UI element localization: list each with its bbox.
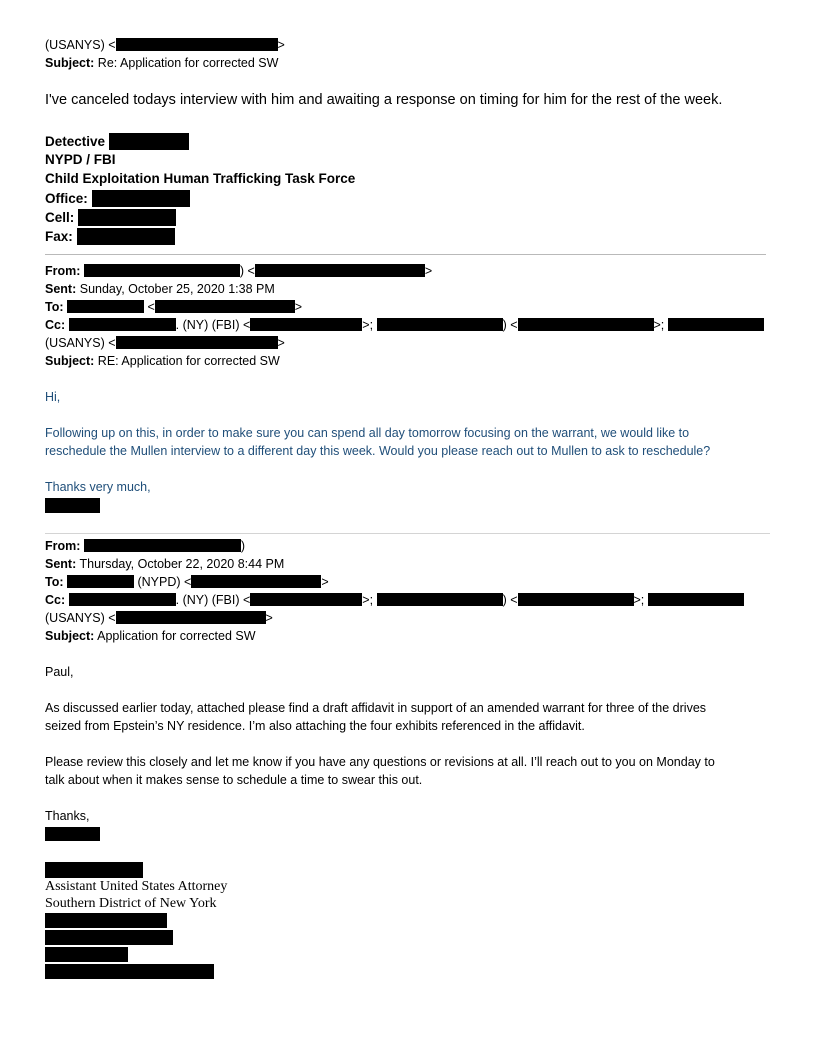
redaction: [77, 228, 175, 245]
redaction: [67, 575, 134, 588]
redaction: [377, 593, 503, 606]
email2-closing: Thanks,: [45, 809, 90, 823]
email1-cc: Cc: . (NY) (FBI) < >; ) < >;: [45, 317, 764, 333]
email1-closing: Thanks very much,: [45, 480, 151, 494]
email1-body-line2: reschedule the Mullen interview to a different day this week. Would you please reach out to Mullen to ask to reschedule?: [45, 444, 711, 458]
email1-body-line1: Following up on this, in order to make sure you can spend all day tomorrow focusing on the warrant, we would like to: [45, 426, 690, 440]
redaction: [45, 913, 167, 928]
signature-office: Office:: [45, 190, 190, 207]
redaction: [648, 593, 744, 606]
redaction: [45, 827, 100, 841]
redaction: [191, 575, 321, 588]
redaction: [116, 336, 278, 349]
email2-from: From: ): [45, 539, 246, 553]
redaction: [67, 300, 144, 313]
redaction: [518, 318, 654, 331]
redaction: [45, 930, 173, 945]
email2-sent: Sent: Thursday, October 22, 2020 8:44 PM: [45, 557, 285, 571]
signature-org: NYPD / FBI: [45, 152, 116, 167]
reply-body: I've canceled todays interview with him and awaiting a response on timing for him for the rest of the week.: [45, 92, 723, 108]
separator: [45, 254, 766, 255]
email1-sent: Sent: Sunday, October 25, 2020 1:38 PM: [45, 282, 275, 296]
signature-title: Detective: [45, 133, 189, 150]
email2-para1-line2: seized from Epstein’s NY residence. I’m also attaching the four exhibits referenced in the affidavit.: [45, 719, 585, 733]
email1-from: From: ) < >: [45, 264, 433, 278]
redaction: [84, 539, 241, 552]
email2-subject: Subject: Application for corrected SW: [45, 629, 256, 643]
signature-cell: Cell:: [45, 209, 176, 226]
email2-sig-office: Southern District of New York: [45, 896, 217, 911]
redaction: [250, 318, 362, 331]
redaction: [668, 318, 764, 331]
redaction: [45, 964, 214, 979]
redaction: [250, 593, 362, 606]
redaction: [45, 947, 128, 962]
email2-para1-line1: As discussed earlier today, attached please find a draft affidavit in support of an amended warrant for three of the drives: [45, 701, 707, 715]
redaction: [116, 38, 278, 51]
redaction: [69, 593, 176, 606]
top-subject-line: Subject: Re: Application for corrected SW: [45, 56, 279, 70]
redaction: [155, 300, 295, 313]
signature-unit: Child Exploitation Human Trafficking Task Force: [45, 171, 356, 186]
redaction: [78, 209, 176, 226]
separator: [45, 533, 770, 534]
redaction: [518, 593, 634, 606]
redaction: [92, 190, 190, 207]
email2-cc-continuation: (USANYS) < >: [45, 611, 273, 625]
top-to-continuation: (USANYS) < >: [45, 38, 285, 52]
email1-greeting: Hi,: [45, 390, 61, 404]
signature-fax: Fax:: [45, 228, 175, 245]
email1-to: To: < >: [45, 300, 303, 314]
email2-para2-line1: Please review this closely and let me know if you have any questions or revisions at all. I’ll reach out to you on Monday to: [45, 755, 715, 769]
email2-to: To: (NYPD) < >: [45, 575, 329, 589]
email2-greeting: Paul,: [45, 665, 74, 679]
redaction: [45, 862, 143, 878]
redaction: [109, 133, 189, 150]
email2-sig-title: Assistant United States Attorney: [45, 879, 228, 894]
email1-cc-continuation: (USANYS) < >: [45, 336, 285, 350]
redaction: [255, 264, 425, 277]
redaction: [84, 264, 240, 277]
redaction: [69, 318, 176, 331]
redaction: [116, 611, 266, 624]
redaction: [45, 498, 100, 513]
email2-para2-line2: talk about when it makes sense to schedule a time to swear this out.: [45, 773, 423, 787]
email1-subject: Subject: RE: Application for corrected SW: [45, 354, 280, 368]
redaction: [377, 318, 503, 331]
email2-cc: Cc: . (NY) (FBI) < >; ) < >;: [45, 592, 744, 608]
